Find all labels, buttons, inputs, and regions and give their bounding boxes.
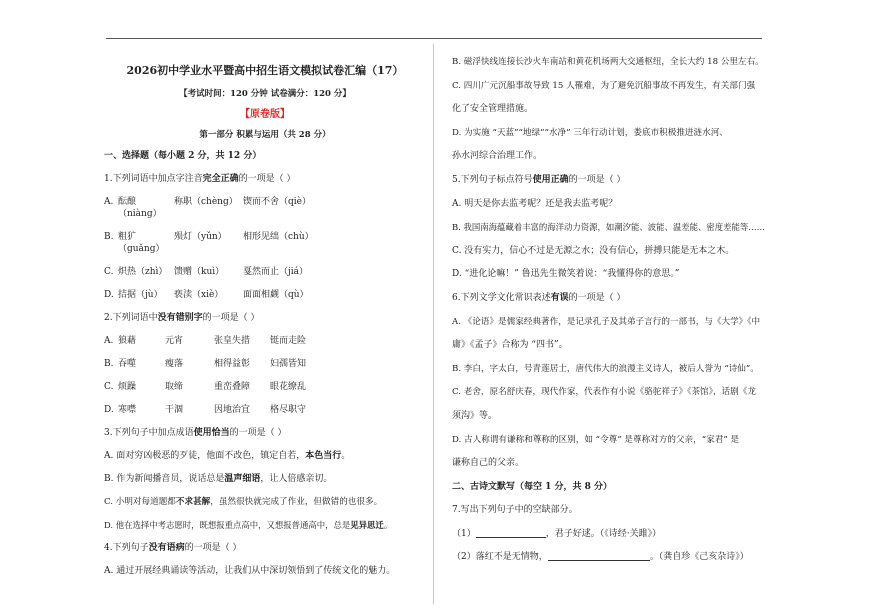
- question-2-stem: 2.下列词语中没有错别字的一项是（ ）: [104, 313, 260, 323]
- question-1-option-a: A. 酝酿（niàng） 称职（chèng） 锲而不舍（qiè）: [104, 197, 311, 219]
- question-4-option-d-cont: 孙水河综合治理工作。: [452, 151, 543, 162]
- question-5-option-b: B. 我国南海蕴藏着丰富的海洋动力资源，如潮汐能、波能、温差能、密度差能等……: [452, 222, 765, 233]
- exam-info: 【考试时间：120 分钟 试卷满分：120 分】: [179, 89, 351, 99]
- question-7-item-1: （1） ，君子好逑。（《诗经·关雎》）: [452, 528, 662, 539]
- question-1-option-d: D. 拮据（jù） 亵渎（xiè） 面面相觑（qù）: [104, 290, 309, 300]
- answer-blank-1[interactable]: [476, 528, 546, 538]
- question-5-option-c: C. 没有实力，信心不过是无源之水；没有信心，拼搏只能是无本之木。: [452, 245, 735, 256]
- question-4-option-b: B. 磁浮快线连接长沙火车南站和黄花机场两大交通枢纽，全长大约 18 公里左右。: [452, 57, 764, 67]
- question-3-option-d: D. 他在选择中考志愿时，既想报重点高中，又想报普通高中，总是见异思迁。: [104, 520, 393, 530]
- version-badge: 【原卷版】: [240, 109, 290, 120]
- question-6-option-d: D. 古人称谓有谦称和尊称的区别，如 “令尊” 是尊称对方的父亲，“家君” 是: [452, 434, 740, 445]
- question-3-option-c: C. 小明对每道题都不求甚解，虽然很快就完成了作业，但做错的也很多。: [104, 497, 383, 507]
- question-3-option-b: B. 作为新闻播音员，说话总是温声细语，让人倍感亲切。: [104, 474, 333, 484]
- question-2-option-a: A. 狼藉 元宵 张皇失措 铤而走险: [104, 336, 307, 346]
- answer-blank-2[interactable]: [548, 551, 650, 561]
- question-6-option-c: C. 老舍，原名舒庆春，现代作家，代表作有小说《骆驼祥子》《茶馆》，话剧《龙: [452, 387, 756, 398]
- question-7-item-2: （2）落红不是无情物， 。（龚自珍《己亥杂诗》）: [452, 552, 749, 563]
- right-column: [452, 56, 770, 563]
- question-5-stem: 5.下列句子标点符号使用正确的一项是（ ）: [452, 174, 626, 185]
- part-heading: 第一部分 积累与运用（共 28 分）: [199, 130, 331, 140]
- question-1-option-b: B. 粗犷（guǎng） 殒灯（yǔn） 相形见绌（chù）: [104, 232, 314, 254]
- question-6-option-a: A. 《论语》是儒家经典著作，是记录孔子及其弟子言行的一部书，与《大学》《中: [452, 316, 761, 327]
- question-4-option-d: D. 为实施 “天蓝”“地绿”“水净” 三年行动计划，娄底市积极推进涟水河、: [452, 127, 728, 138]
- question-2-option-d: D. 寒噤 干涸 因地治宜 格尽职守: [104, 405, 307, 415]
- question-6-option-b: B. 李白，字太白，号青莲居士，唐代伟大的浪漫主义诗人，被后人誉为 “诗仙”。: [452, 363, 759, 374]
- header-rule: [106, 38, 762, 39]
- question-6-stem: 6.下列文学文化常识表述有误的一项是（ ）: [452, 292, 626, 303]
- question-6-option-d-cont: 谦称自己的父亲。: [452, 458, 525, 469]
- question-1-option-c: C. 炽热（zhì） 馈赠（kuì） 戛然而止（jiá）: [104, 267, 309, 277]
- question-4-stem: 4.下列句子没有语病的一项是（ ）: [104, 543, 242, 553]
- section-heading-2: 二、古诗文默写（每空 1 分，共 8 分）: [452, 481, 613, 492]
- question-2-option-c: C. 烦躁 取缔 重峦叠障 眼花缭乱: [104, 382, 307, 392]
- question-4-option-a: A. 通过开展经典诵读等活动，让我们从中深切领悟到了传统文化的魅力。: [104, 566, 396, 576]
- question-3-option-a: A. 面对穷凶极恶的歹徒，他面不改色，镇定自若，本色当行。: [104, 451, 351, 461]
- question-1-stem: 1.下列词语中加点字注音完全正确的一项是（ ）: [104, 174, 296, 184]
- question-4-option-c-cont: 化了安全管理措施。: [452, 104, 534, 115]
- question-5-option-d: D. “进化论嘛！” 鲁迅先生微笑着说：“我懂得你的意思。”: [452, 269, 680, 280]
- column-divider: [433, 44, 434, 604]
- question-6-option-c-cont: 须沟》等。: [452, 410, 498, 421]
- question-4-option-c: C. 四川广元沉船事故导致 15 人罹难，为了避免沉船事故不再发生，有关部门强: [452, 80, 756, 91]
- question-7-stem: 7.写出下列句子中的空缺部分。: [452, 505, 578, 516]
- left-column: [104, 50, 426, 577]
- section-heading-1: 一、选择题（每小题 2 分，共 12 分）: [104, 151, 262, 161]
- question-5-option-a: A. 明天是你去监考呢？还是我去监考呢？: [452, 198, 618, 209]
- question-6-option-a-cont: 庸》《孟子》合称为 “四书”。: [452, 340, 568, 351]
- question-3-stem: 3.下列句子中加点成语使用恰当的一项是（ ）: [104, 428, 287, 438]
- question-2-option-b: B. 吞噬 瘦落 相得益彰 妇孺皆知: [104, 359, 307, 369]
- exam-title: 2026初中学业水平暨高中招生语文模拟试卷汇编（17）: [126, 64, 404, 77]
